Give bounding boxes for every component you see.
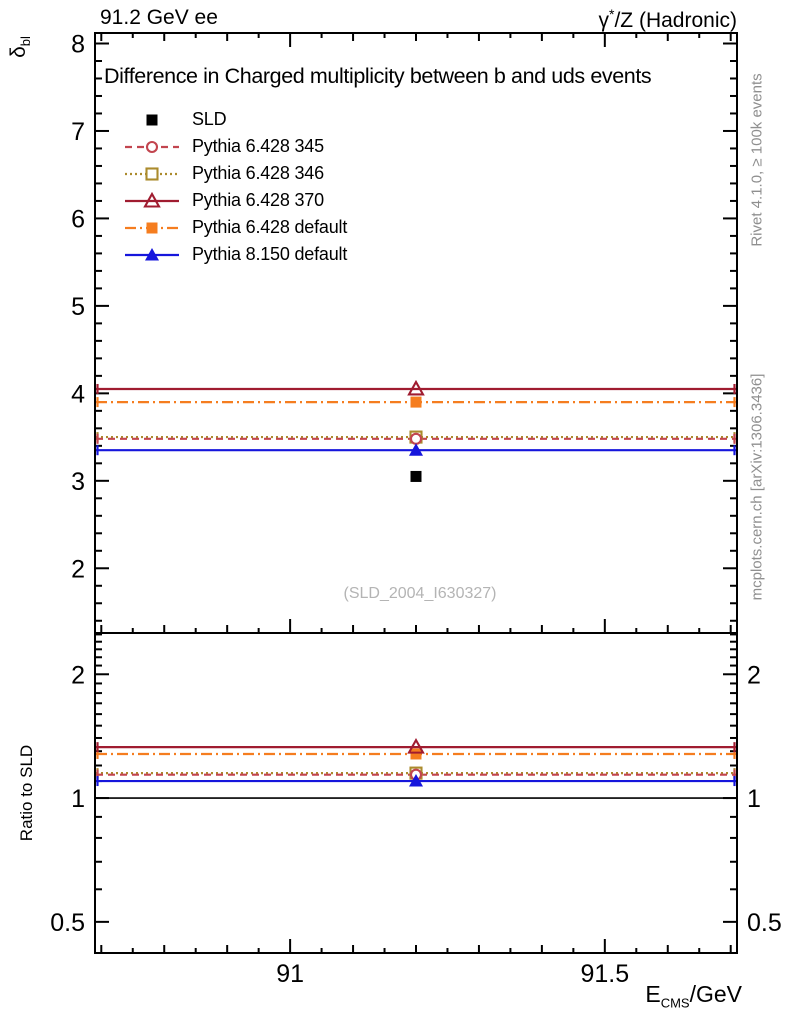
svg-text:91: 91 xyxy=(276,960,305,988)
svg-text:3: 3 xyxy=(71,467,85,496)
legend-marker-icon xyxy=(124,111,180,129)
x-axis-title: $E_{CMS}$/GeV xyxy=(645,981,742,1011)
legend-line-marker-icon xyxy=(124,246,180,264)
svg-text:1: 1 xyxy=(71,785,85,814)
svg-text:2: 2 xyxy=(71,555,85,584)
analysis-id-watermark: (SLD_2004_I630327) xyxy=(343,585,497,602)
svg-text:6: 6 xyxy=(71,205,85,234)
svg-text:91.5: 91.5 xyxy=(580,960,630,988)
svg-text:7: 7 xyxy=(71,117,85,146)
mcplots-reference-note: mcplots.cern.ch [arXiv:1306.3436] xyxy=(748,373,766,601)
svg-text:2: 2 xyxy=(71,661,85,690)
legend-item-pythia-8-150-default xyxy=(124,241,347,268)
svg-text:0.5: 0.5 xyxy=(50,908,85,937)
legend-item-pythia-6-428-370 xyxy=(124,187,347,214)
legend-label: SLD xyxy=(192,109,227,129)
rivet-version-note: Rivet 4.1.0, ≥ 100k events xyxy=(748,73,766,247)
svg-text:5: 5 xyxy=(71,292,85,321)
legend-line-marker-icon xyxy=(124,138,180,156)
legend-label: Pythia 6.428 346 xyxy=(192,163,324,183)
legend-line-marker-icon xyxy=(124,219,180,237)
legend-item-pythia-6-428-default xyxy=(124,214,347,241)
svg-text:2: 2 xyxy=(747,661,761,690)
svg-text:0.5: 0.5 xyxy=(747,908,782,937)
beam-energy-label: 91.2 GeV ee xyxy=(100,6,218,29)
legend-label: Pythia 6.428 345 xyxy=(192,136,324,156)
legend-item-pythia-6-428-346 xyxy=(124,160,347,187)
y-axis-title-ratio: Ratio to SLD xyxy=(17,744,36,842)
legend-line-marker-icon xyxy=(124,165,180,183)
plot-title: Difference in Charged multiplicity between b and uds events xyxy=(104,64,652,88)
legend-item-sld xyxy=(124,106,347,133)
y-axis-title-main: $\delta_{bl}$ xyxy=(6,36,34,58)
legend-label: Pythia 6.428 370 xyxy=(192,190,324,210)
legend xyxy=(124,106,347,268)
svg-text:4: 4 xyxy=(71,380,85,409)
process-label: γ*/Z (Hadronic) xyxy=(598,6,737,32)
svg-text:1: 1 xyxy=(747,785,761,814)
legend-label: Pythia 6.428 default xyxy=(192,217,348,237)
svg-text:8: 8 xyxy=(71,30,85,59)
legend-label: Pythia 8.150 default xyxy=(192,244,348,264)
legend-line-marker-icon xyxy=(124,192,180,210)
legend-item-pythia-6-428-345 xyxy=(124,133,347,160)
